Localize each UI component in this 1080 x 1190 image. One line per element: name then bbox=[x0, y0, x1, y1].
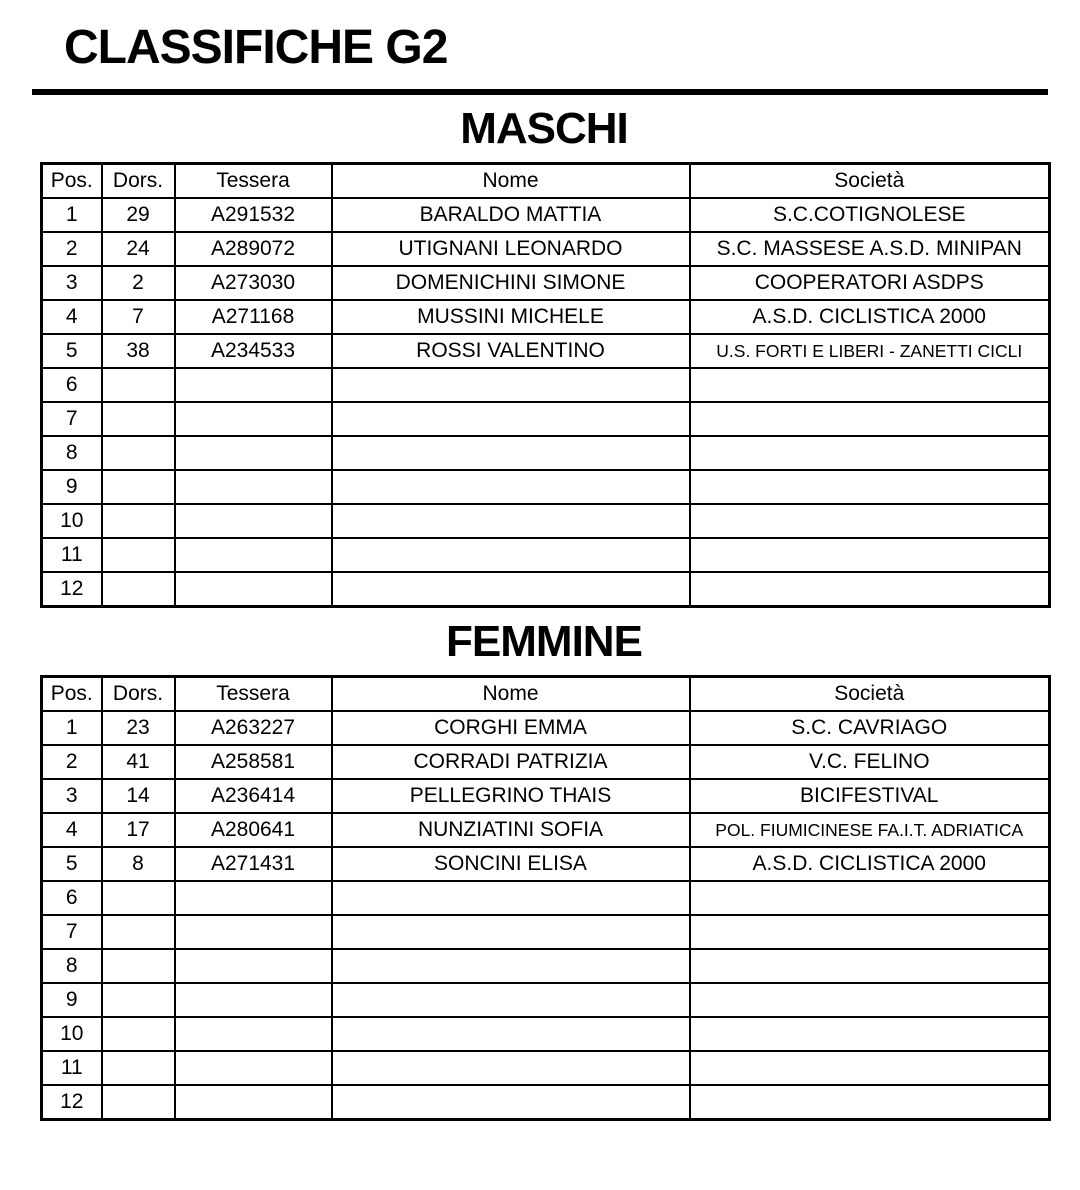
table-cell bbox=[175, 915, 332, 949]
table-cell bbox=[690, 436, 1050, 470]
table-cell bbox=[690, 949, 1050, 983]
table-cell: POL. FIUMICINESE FA.I.T. ADRIATICA bbox=[690, 813, 1050, 847]
table-cell: A271431 bbox=[175, 847, 332, 881]
table-cell bbox=[175, 572, 332, 607]
section-title-maschi: MASCHI bbox=[460, 103, 628, 153]
table-cell: A263227 bbox=[175, 711, 332, 745]
table-cell: BARALDO MATTIA bbox=[332, 198, 690, 232]
table-cell: 4 bbox=[42, 300, 102, 334]
table-cell: V.C. FELINO bbox=[690, 745, 1050, 779]
table-cell: NUNZIATINI SOFIA bbox=[332, 813, 690, 847]
table-cell: 12 bbox=[42, 572, 102, 607]
table-cell: 2 bbox=[42, 745, 102, 779]
table-cell: 7 bbox=[42, 402, 102, 436]
table-row bbox=[42, 983, 1050, 1017]
column-header-societa: Società bbox=[690, 677, 1050, 712]
page bbox=[0, 22, 1080, 1190]
table-cell: 6 bbox=[42, 368, 102, 402]
table-cell: UTIGNANI LEONARDO bbox=[332, 232, 690, 266]
table-cell: 38 bbox=[102, 334, 175, 368]
table-row bbox=[42, 745, 1050, 779]
table-cell: SONCINI ELISA bbox=[332, 847, 690, 881]
table-cell: DOMENICHINI SIMONE bbox=[332, 266, 690, 300]
table-cell: 8 bbox=[42, 949, 102, 983]
table-cell bbox=[175, 881, 332, 915]
table-row bbox=[42, 368, 1050, 402]
table-cell bbox=[175, 470, 332, 504]
table-cell bbox=[102, 538, 175, 572]
table-cell bbox=[102, 949, 175, 983]
table-cell: 9 bbox=[42, 470, 102, 504]
table-cell bbox=[332, 1017, 690, 1051]
table-cell bbox=[690, 572, 1050, 607]
table-cell bbox=[332, 572, 690, 607]
title-divider bbox=[32, 89, 1048, 95]
table-cell bbox=[175, 538, 332, 572]
table-cell: 7 bbox=[102, 300, 175, 334]
table-cell bbox=[690, 915, 1050, 949]
table-cell: 8 bbox=[42, 436, 102, 470]
table-cell: 2 bbox=[102, 266, 175, 300]
table-cell: MUSSINI MICHELE bbox=[332, 300, 690, 334]
table-row bbox=[42, 949, 1050, 983]
column-header-pos: Pos. bbox=[42, 677, 102, 712]
table-cell: 2 bbox=[42, 232, 102, 266]
table-cell: BICIFESTIVAL bbox=[690, 779, 1050, 813]
table-cell bbox=[175, 983, 332, 1017]
maschi-table-body bbox=[42, 198, 1050, 607]
table-row bbox=[42, 300, 1050, 334]
table-cell bbox=[102, 1051, 175, 1085]
table-cell: 9 bbox=[42, 983, 102, 1017]
table-cell: A280641 bbox=[175, 813, 332, 847]
table-cell bbox=[102, 504, 175, 538]
femmine-results-table bbox=[40, 675, 1051, 1121]
table-cell bbox=[690, 881, 1050, 915]
table-cell bbox=[332, 402, 690, 436]
table-cell bbox=[175, 1051, 332, 1085]
maschi-header-row bbox=[42, 164, 1050, 199]
column-header-nome: Nome bbox=[332, 164, 690, 199]
table-cell: 1 bbox=[42, 711, 102, 745]
table-cell bbox=[175, 368, 332, 402]
table-cell bbox=[102, 368, 175, 402]
table-cell: A234533 bbox=[175, 334, 332, 368]
table-cell: A236414 bbox=[175, 779, 332, 813]
table-row bbox=[42, 402, 1050, 436]
table-cell: 10 bbox=[42, 504, 102, 538]
table-cell: S.C. MASSESE A.S.D. MINIPAN bbox=[690, 232, 1050, 266]
column-header-tessera: Tessera bbox=[175, 164, 332, 199]
column-header-dors: Dors. bbox=[102, 164, 175, 199]
table-row bbox=[42, 436, 1050, 470]
table-cell bbox=[102, 915, 175, 949]
table-cell: CORRADI PATRIZIA bbox=[332, 745, 690, 779]
table-cell bbox=[175, 1017, 332, 1051]
table-cell bbox=[102, 1085, 175, 1120]
table-cell: 41 bbox=[102, 745, 175, 779]
column-header-nome: Nome bbox=[332, 677, 690, 712]
table-cell: 11 bbox=[42, 1051, 102, 1085]
table-cell: S.C.COTIGNOLESE bbox=[690, 198, 1050, 232]
table-cell bbox=[332, 504, 690, 538]
table-cell bbox=[332, 1051, 690, 1085]
table-cell: A273030 bbox=[175, 266, 332, 300]
table-row bbox=[42, 779, 1050, 813]
table-row bbox=[42, 504, 1050, 538]
table-cell: 17 bbox=[102, 813, 175, 847]
table-row bbox=[42, 813, 1050, 847]
table-cell bbox=[690, 1017, 1050, 1051]
table-cell bbox=[102, 572, 175, 607]
table-cell: U.S. FORTI E LIBERI - ZANETTI CICLI bbox=[690, 334, 1050, 368]
table-row bbox=[42, 881, 1050, 915]
table-cell bbox=[332, 470, 690, 504]
table-cell: 29 bbox=[102, 198, 175, 232]
table-cell: 7 bbox=[42, 915, 102, 949]
table-row bbox=[42, 1085, 1050, 1120]
table-cell: 5 bbox=[42, 334, 102, 368]
table-row bbox=[42, 470, 1050, 504]
table-cell bbox=[690, 402, 1050, 436]
table-row bbox=[42, 538, 1050, 572]
table-row bbox=[42, 915, 1050, 949]
table-cell bbox=[175, 402, 332, 436]
table-cell: 11 bbox=[42, 538, 102, 572]
table-cell: 5 bbox=[42, 847, 102, 881]
table-cell: ROSSI VALENTINO bbox=[332, 334, 690, 368]
table-cell bbox=[690, 983, 1050, 1017]
table-row bbox=[42, 334, 1050, 368]
section-title-femmine: FEMMINE bbox=[446, 617, 642, 667]
table-cell bbox=[175, 436, 332, 470]
table-cell: 4 bbox=[42, 813, 102, 847]
column-header-pos: Pos. bbox=[42, 164, 102, 199]
table-cell bbox=[332, 368, 690, 402]
table-row bbox=[42, 1017, 1050, 1051]
table-cell bbox=[332, 538, 690, 572]
table-cell: 10 bbox=[42, 1017, 102, 1051]
table-cell bbox=[332, 1085, 690, 1120]
table-row bbox=[42, 711, 1050, 745]
column-header-societa: Società bbox=[690, 164, 1050, 199]
maschi-results-table bbox=[40, 162, 1051, 608]
table-cell: CORGHI EMMA bbox=[332, 711, 690, 745]
table-cell: A.S.D. CICLISTICA 2000 bbox=[690, 847, 1050, 881]
table-cell bbox=[690, 470, 1050, 504]
table-cell bbox=[332, 983, 690, 1017]
table-cell bbox=[690, 504, 1050, 538]
table-cell: 3 bbox=[42, 779, 102, 813]
table-cell: S.C. CAVRIAGO bbox=[690, 711, 1050, 745]
table-row bbox=[42, 198, 1050, 232]
table-row bbox=[42, 266, 1050, 300]
table-cell bbox=[175, 949, 332, 983]
table-cell bbox=[102, 983, 175, 1017]
table-cell: 8 bbox=[102, 847, 175, 881]
column-header-dors: Dors. bbox=[102, 677, 175, 712]
table-cell bbox=[332, 915, 690, 949]
table-row bbox=[42, 572, 1050, 607]
table-cell: 14 bbox=[102, 779, 175, 813]
page-title: CLASSIFICHE G2 bbox=[64, 21, 448, 74]
table-cell bbox=[690, 538, 1050, 572]
table-cell: 6 bbox=[42, 881, 102, 915]
table-row bbox=[42, 847, 1050, 881]
table-cell: PELLEGRINO THAIS bbox=[332, 779, 690, 813]
table-cell bbox=[332, 436, 690, 470]
table-cell bbox=[102, 881, 175, 915]
table-cell bbox=[102, 1017, 175, 1051]
table-cell: A291532 bbox=[175, 198, 332, 232]
table-cell bbox=[690, 1051, 1050, 1085]
table-cell bbox=[690, 368, 1050, 402]
table-cell bbox=[102, 402, 175, 436]
table-cell: 12 bbox=[42, 1085, 102, 1120]
table-cell: A289072 bbox=[175, 232, 332, 266]
table-cell: 24 bbox=[102, 232, 175, 266]
table-row bbox=[42, 232, 1050, 266]
table-cell bbox=[690, 1085, 1050, 1120]
femmine-header-row bbox=[42, 677, 1050, 712]
table-cell: A258581 bbox=[175, 745, 332, 779]
table-cell: 23 bbox=[102, 711, 175, 745]
table-cell: A271168 bbox=[175, 300, 332, 334]
table-cell bbox=[175, 1085, 332, 1120]
table-cell bbox=[102, 470, 175, 504]
table-cell bbox=[102, 436, 175, 470]
table-cell: 3 bbox=[42, 266, 102, 300]
column-header-tessera: Tessera bbox=[175, 677, 332, 712]
table-row bbox=[42, 1051, 1050, 1085]
femmine-table-body bbox=[42, 711, 1050, 1120]
table-cell: COOPERATORI ASDPS bbox=[690, 266, 1050, 300]
table-cell bbox=[332, 881, 690, 915]
table-cell: A.S.D. CICLISTICA 2000 bbox=[690, 300, 1050, 334]
table-cell: 1 bbox=[42, 198, 102, 232]
table-cell bbox=[175, 504, 332, 538]
table-cell bbox=[332, 949, 690, 983]
